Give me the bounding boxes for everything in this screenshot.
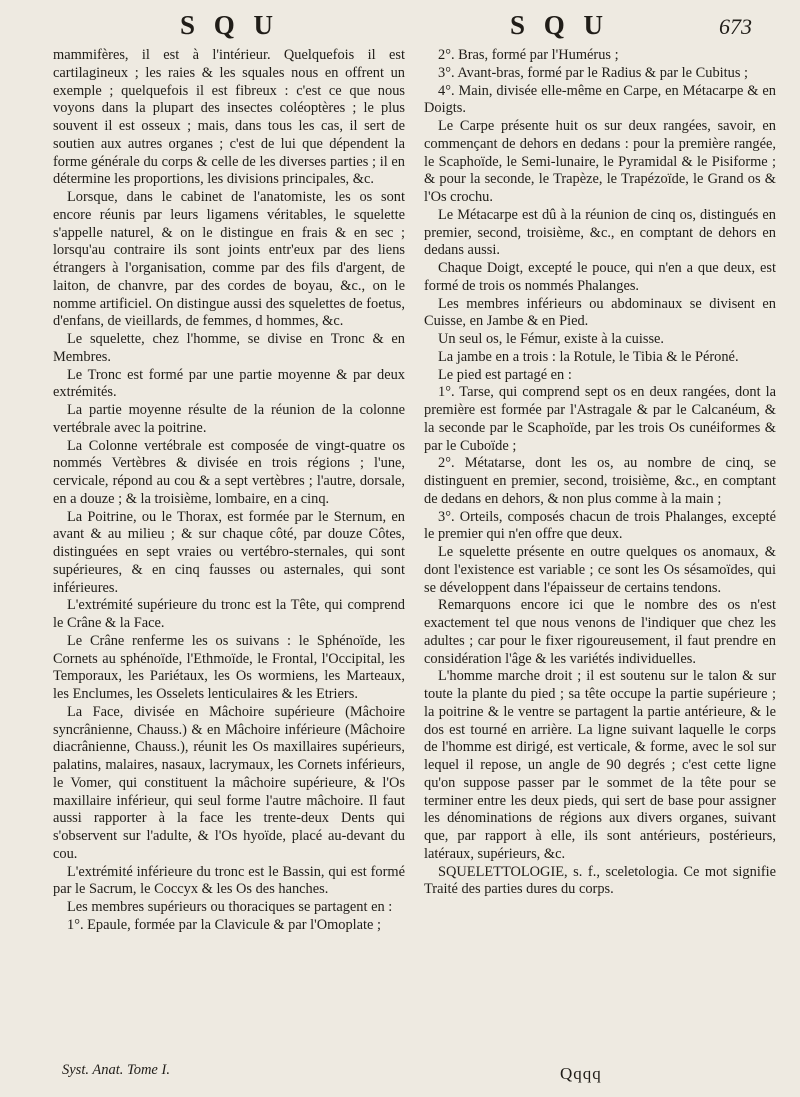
paragraph: 3°. Orteils, composés chacun de trois Phalanges, excepté le premier qui n'en offre que deux.	[424, 508, 776, 543]
paragraph: 1°. Epaule, formée par la Clavicule & par l'Omoplate ;	[67, 916, 382, 933]
signature-mark: Qqqq	[560, 1064, 602, 1083]
paragraph: 2°. Métatarse, dont les os, au nombre de cinq, se distinguent en premier, second, troisième, &c., en comptant de dedans en dehors, & non plus comme à la main ;	[424, 455, 776, 507]
running-head-right: S Q U	[510, 10, 610, 40]
paragraph: Un seul os, le Fémur, existe à la cuisse.	[438, 331, 665, 347]
right-column	[424, 47, 776, 899]
paragraph: 4°. Main, divisée elle-même en Carpe, en Métacarpe & en Doigts.	[424, 82, 776, 117]
paragraph: L'homme marche droit ; il est soutenu sur le talon & sur toute la plante du pied ; sa tête occupe la partie supérieure ; la poitrine & le ventre se partagent la partie antérieure, & le dos est tourné en arrière. La ligne suivant laquelle le corps de l'homme est dirigé, est verticale, & forme, avec le sol sur lequel il repose, un angle de 90 degrés ; c'est cette ligne qu'on suppose passer par le sommet de la tête pour se terminer entre les deux pieds, qui sert de base pour assigner les dénominations de régions aux divers organes, suivant que, par rapport à elle, ils sont antérieurs, postérieurs, latéraux, supérieurs, &c.	[424, 668, 776, 862]
dictionary-entry: SQUELETTOLOGIE, s. f., sceletologia. Ce mot signifie Traité des parties dures du corps.	[424, 863, 776, 898]
page-number: 673	[719, 14, 752, 39]
paragraph: La Poitrine, ou le Thorax, est formée par le Sternum, en avant & au milieu ; & sur chaque côté, par douze Côtes, distinguées en sept vraies ou vertébro-sternales, qui sont supérieures, & en cinq fausses ou asternales, qui sont inférieures.	[53, 508, 405, 596]
running-head-left: S Q U	[180, 10, 280, 40]
paragraph: Le squelette, chez l'homme, se divise en Tronc & en Membres.	[53, 331, 405, 365]
paragraph: Le Crâne renferme les os suivans : le Sphénoïde, les Cornets au sphénoïde, l'Ethmoïde, le Frontal, l'Occipital, les Temporaux, les Pariétaux, les Os wormiens, les Marteaux, les Enclumes, les Osselets lenticulaires & les Etriers.	[53, 632, 405, 702]
paragraph: 3°. Avant-bras, formé par le Radius & par le Cubitus ;	[438, 64, 749, 81]
paragraph: La partie moyenne résulte de la réunion de la colonne vertébrale avec la poitrine.	[53, 402, 405, 436]
paragraph: Les membres supérieurs ou thoraciques se partagent en :	[67, 899, 393, 915]
paragraph: Chaque Doigt, excepté le pouce, qui n'en a que deux, est formé de trois os nommés Phalanges.	[424, 260, 776, 294]
paragraph: Le squelette présente en outre quelques os anomaux, & dont l'existence est variable ; ce sont les Os sésamoïdes, qui se développent dans l'épaisseur de certains tendons.	[424, 544, 776, 596]
running-foot: Syst. Anat. Tome I.	[62, 1062, 170, 1078]
paragraph: 2°. Bras, formé par l'Humérus ;	[438, 47, 619, 63]
paragraph: Le Métacarpe est dû à la réunion de cinq os, distingués en premier, second, troisième, &c., en comptant de dehors en dedans aussi.	[424, 206, 776, 259]
paragraph: La jambe en a trois : la Rotule, le Tibia & le Péroné.	[438, 348, 739, 365]
paragraph: L'extrémité inférieure du tronc est le Bassin, qui est formé par le Sacrum, le Coccyx & les Os des hanches.	[53, 863, 405, 898]
paragraph: Les membres inférieurs ou abdominaux se divisent en Cuisse, en Jambe & en Pied.	[424, 295, 776, 330]
paragraph: Le pied est partagé en :	[438, 366, 572, 383]
paragraph: La Face, divisée en Mâchoire supérieure (Mâchoire syncrânienne, Chauss.) & en Mâchoire inférieure (Mâchoire diacrânienne, Chauss.), réunit les Os maxillaires supérieurs, palatins, malaires, nasaux, lacrymaux, les Cornets inférieurs, le Vomer, qui constituent la mâchoire supérieure, & l'Os maxillaire inférieur, qui seul forme l'autre mâchoire. Il faut aussi rapporter à la face les trente-deux Dents qui s'observent sur l'adulte, & l'Os hyoïde, placé au-devant du cou.	[53, 703, 405, 862]
paragraph: Le Carpe présente huit os sur deux rangées, savoir, en commençant de dehors en dedans : pour la première rangée, le Scaphoïde, le Semi-lunaire, le Pyramidal & le Pisiforme ; & pour la seconde, le Trapèze, le Trapézoïde, le Grand os & l'Os crochu.	[424, 118, 776, 205]
paragraph: mammifères, il est à l'intérieur. Quelquefois il est cartilagineux ; les raies & les squales nous en offrent un exemple ; quelquefois il est fibreux : c'est ce que nous voyons dans la plupart des insectes coléoptères ; le plus souvent il est osseux ; mais, dans tous les cas, il sert de soutien aux autres organes ; c'est de lui que dépendent la forme générale du corps & celle de les diverses parties ; il en détermine les proportions, les divisions principales, &c.	[53, 47, 405, 188]
paragraph: Remarquons encore ici que le nombre des os n'est exactement tel que nous venons de l'indiquer que chez les adultes ; car pour le fixer rigoureusement, il faut prendre en considération l'âge & les variétés individuelles.	[424, 597, 776, 667]
paragraph: 1°. Tarse, qui comprend sept os en deux rangées, dont la première est formée par l'Astragale & par le Calcanéum, & la seconde par le Scaphoïde, par les trois Os cunéiformes & par le Cuboïde ;	[424, 384, 776, 454]
left-column	[53, 47, 405, 935]
paragraph: L'extrémité supérieure du tronc est la Tête, qui comprend le Crâne & la Face.	[53, 597, 405, 631]
paragraph: Lorsque, dans le cabinet de l'anatomiste, les os sont encore réunis par leurs ligamens véritables, le squelette s'appelle naturel, & on le distingue en frais & en sec ; lorsqu'au contraire ils sont joints entr'eux par des liens étrangers à l'organisation, comme par des fils d'argent, de laiton, de chanvre, par des cordes de boyau, &c., on le nomme artificiel. On distingue aussi des squelettes de foetus, d'enfans, de vieillards, de femmes, d hommes, &c.	[53, 189, 405, 330]
paragraph: La Colonne vertébrale est composée de vingt-quatre os nommés Vertèbres & divisée en trois régions ; l'une, cervicale, répond au cou & a sept vertèbres ; l'autre, dorsale, en a douze ; & la troisième, lombaire, en a cinq.	[53, 437, 405, 507]
paragraph: Le Tronc est formé par une partie moyenne & par deux extrémités.	[53, 366, 405, 401]
